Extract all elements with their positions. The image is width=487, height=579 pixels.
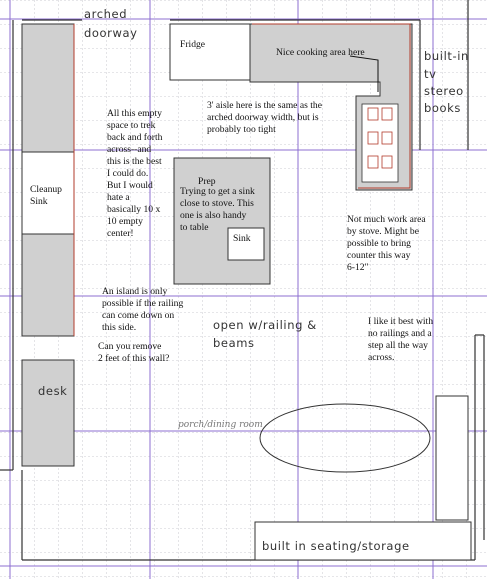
svg-text:arched doorway width, but is: arched doorway width, but is bbox=[207, 112, 319, 123]
note-remove-wall bbox=[98, 341, 169, 364]
svg-text:back and forth: back and forth bbox=[107, 132, 163, 143]
open-railing-label-2: beams bbox=[213, 336, 255, 350]
svg-text:I could do.: I could do. bbox=[107, 168, 149, 179]
open-railing-label: open w/railing & bbox=[213, 318, 317, 332]
built-in-label: built-in bbox=[424, 49, 469, 63]
arched-doorway-label-2: doorway bbox=[84, 26, 138, 40]
prep-island bbox=[174, 158, 270, 284]
svg-text:counter this way: counter this way bbox=[347, 250, 411, 261]
built-in-label-3: stereo bbox=[424, 84, 464, 98]
svg-text:basically 10 x: basically 10 x bbox=[107, 204, 161, 215]
svg-text:step all the way: step all the way bbox=[368, 340, 428, 351]
svg-text:2 feet of this wall?: 2 feet of this wall? bbox=[98, 353, 170, 364]
svg-text:probably too tight: probably too tight bbox=[207, 124, 276, 135]
svg-text:this is the best: this is the best bbox=[107, 156, 162, 167]
svg-text:6-12": 6-12" bbox=[347, 262, 369, 273]
svg-text:3' aisle here is the same as t: 3' aisle here is the same as the bbox=[207, 100, 322, 111]
right-bench bbox=[436, 396, 468, 520]
island-sink-label: Sink bbox=[233, 233, 251, 244]
built-in-label-4: books bbox=[424, 101, 462, 115]
fridge bbox=[170, 24, 250, 80]
svg-text:by stove. Might be: by stove. Might be bbox=[347, 226, 419, 237]
desk-label: desk bbox=[38, 384, 68, 398]
built-in-seating-label: built in seating/storage bbox=[262, 539, 410, 553]
svg-text:to table: to table bbox=[180, 222, 209, 233]
svg-text:across.: across. bbox=[368, 352, 395, 363]
svg-text:across--and: across--and bbox=[107, 144, 152, 155]
svg-text:Can you remove: Can you remove bbox=[98, 341, 162, 352]
svg-text:no railings and a: no railings and a bbox=[368, 328, 432, 339]
cleanup-sink-label-2: Sink bbox=[30, 196, 48, 207]
svg-text:An island is only: An island is only bbox=[102, 286, 168, 297]
svg-text:can come down on: can come down on bbox=[102, 310, 175, 321]
svg-text:one is also handy: one is also handy bbox=[180, 210, 247, 221]
built-in-label-2: tv bbox=[424, 67, 437, 81]
porch-dining-label: porch/dining room bbox=[178, 420, 263, 430]
desk bbox=[22, 360, 74, 466]
svg-text:center!: center! bbox=[107, 228, 134, 239]
stove-burners bbox=[362, 104, 398, 182]
svg-text:But I would: But I would bbox=[107, 180, 153, 191]
svg-text:hate a: hate a bbox=[107, 192, 130, 203]
cleanup-sink-label: Cleanup bbox=[30, 184, 62, 195]
svg-text:possible if the railing: possible if the railing bbox=[102, 298, 184, 309]
svg-text:possible to bring: possible to bring bbox=[347, 238, 411, 249]
svg-text:this side.: this side. bbox=[102, 322, 137, 333]
cooking-area-label: Nice cooking area here bbox=[276, 47, 365, 58]
svg-text:All this empty: All this empty bbox=[107, 108, 162, 119]
svg-text:space to trek: space to trek bbox=[107, 120, 156, 131]
prep-label: Prep bbox=[198, 176, 216, 187]
arched-doorway-label: arched bbox=[84, 7, 128, 21]
svg-text:close to stove. This: close to stove. This bbox=[180, 198, 254, 209]
svg-text:Not much work area: Not much work area bbox=[347, 214, 426, 225]
svg-text:I like it best with: I like it best with bbox=[368, 316, 434, 327]
svg-text:Trying to get a sink: Trying to get a sink bbox=[180, 186, 255, 197]
fridge-label: Fridge bbox=[180, 39, 206, 50]
svg-text:10 empty: 10 empty bbox=[107, 216, 143, 227]
